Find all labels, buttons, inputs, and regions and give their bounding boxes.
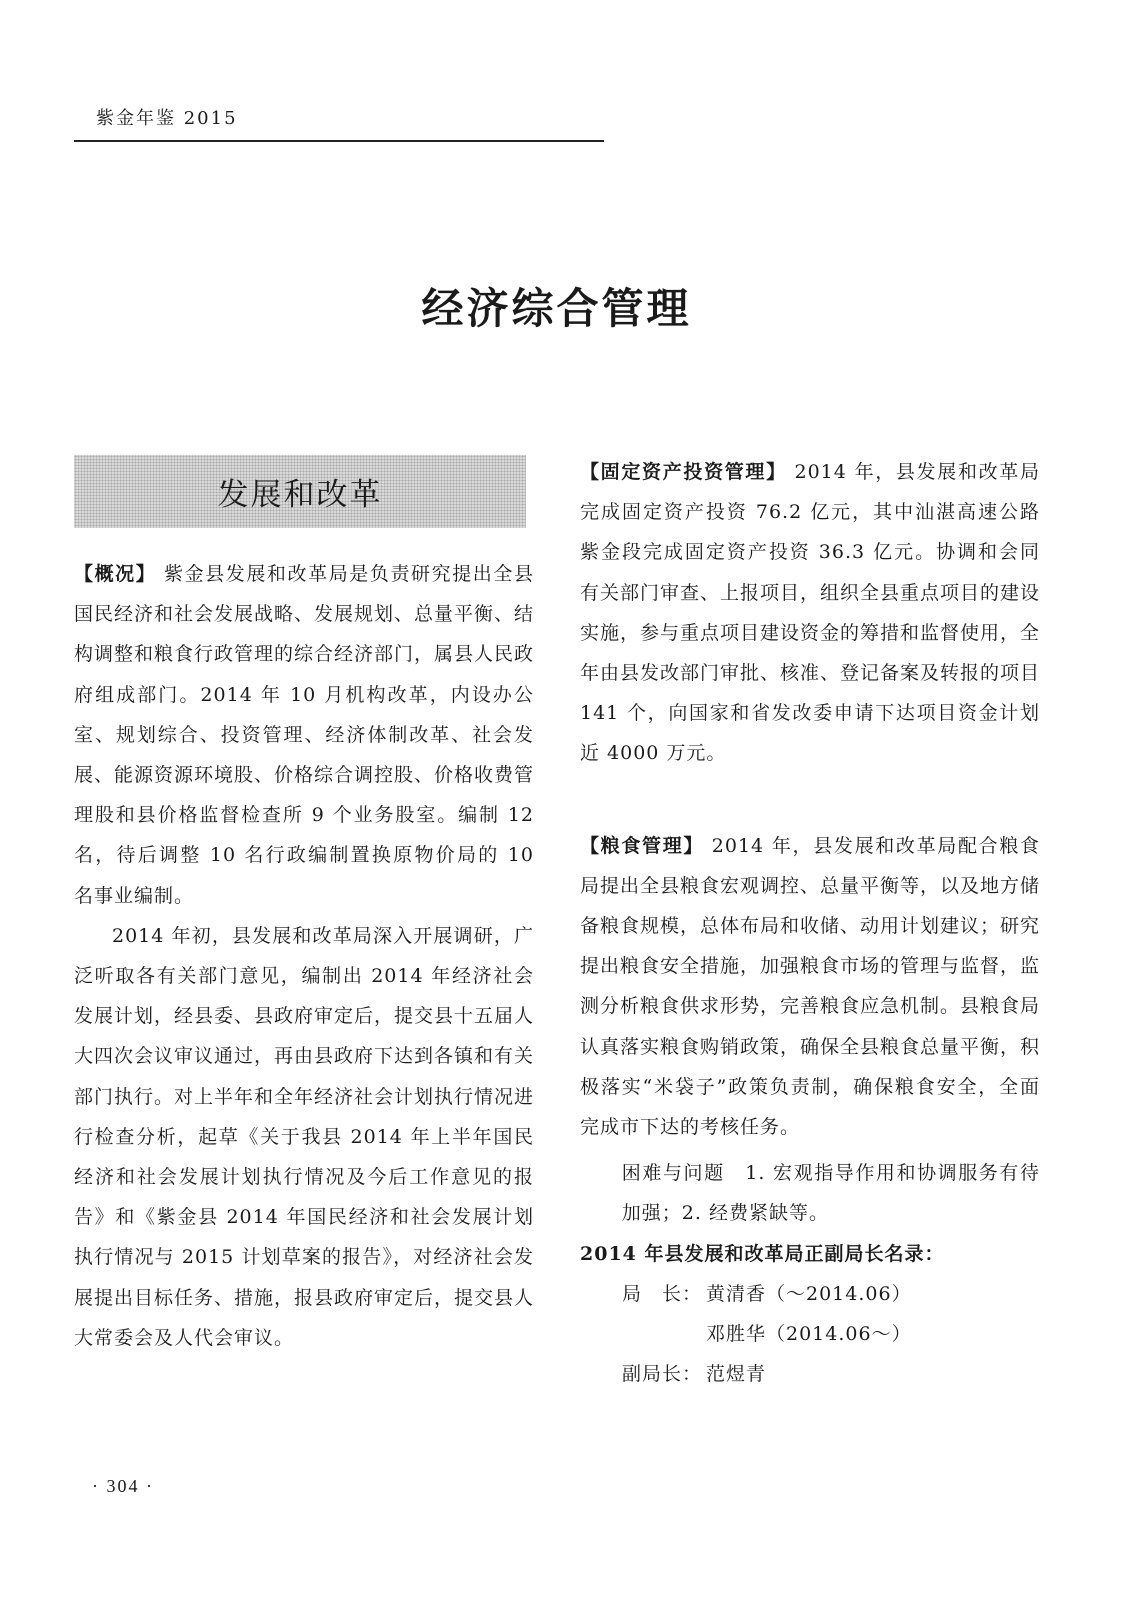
overview-paragraph <box>74 554 534 916</box>
roster-director-name-2: 邓胜华（2014.06～） <box>706 1323 912 1346</box>
right-column <box>580 452 1040 1394</box>
fixed-asset-lead: 【固定资产投资管理】 <box>580 461 787 483</box>
roster-director-name-1: 黄清香（～2014.06） <box>706 1282 912 1305</box>
spacer <box>580 774 1040 826</box>
roster-deputy-row <box>580 1354 1040 1394</box>
section-banner-label: 发展和改革 <box>217 477 383 513</box>
problems-paragraph: 困难与问题 1. 宏观指导作用和协调服务有待加强；2. 经费紧缺等。 <box>621 1162 1040 1225</box>
running-head: 紫金年鉴 2015 <box>96 108 238 129</box>
grain-lead: 【粮食管理】 <box>580 834 705 857</box>
header-rule <box>74 140 604 142</box>
page-number: · 304 · <box>92 1476 154 1496</box>
overview-lead: 【概况】 <box>74 563 157 585</box>
page-title: 经济综合管理 <box>421 284 692 333</box>
roster-deputy-role: 副局长： <box>622 1363 703 1386</box>
grain-text: 2014 年，县发展和改革局配合粮食局提出全县粮食宏观调控、总量平衡等，以及地方储备粮食规模，总体布局和收储、动用计划建议；研究提出粮食安全措施，加强粮食市场的管理与监督，监测分析粮食供求形势，完善粮食应急机制。县粮食局认真落实粮食购销政策，确保全县粮食总量平衡，积极落实“米袋子”政策负责制，确保粮食安全，全面完成市下达的考核任务。 <box>580 834 1041 1139</box>
section-banner <box>74 455 526 528</box>
grain-paragraph <box>580 826 1040 1148</box>
roster-director-row <box>580 1274 1040 1314</box>
planning-paragraph: 2014 年初，县发展和改革局深入开展调研，广泛听取各有关部门意见，编制出 2014 年经济社会发展计划，经县委、县政府审定后，提交县十五届人大四次会议审议通过，再由县政府下达到各镇和有关部门执行。对上半年和全年经济社会计划执行情况进行检查分析，起草《关于我县 2014 年上半年国民经济和社会发展计划执行情况及今后工作意见的报告》和《紫金县 2014 年国民经济和社会发展计划执行情况与 2015 计划草案的报告》，对经济社会发展提出目标任务、措施，报县政府审定后，提交县人大常委会及人代会审议。 <box>74 924 535 1349</box>
roster-title: 2014 年县发展和改革局正副局长名录： <box>580 1242 945 1265</box>
left-column <box>74 554 534 1358</box>
overview-text: 紫金县发展和改革局是负责研究提出全县国民经济和社会发展战略、发展规划、总量平衡、结构调整和粮食行政管理的综合经济部门，属县人民政府组成部门。2014 年 10 月机构改革，内设办公室、规划综合、投资管理、经济体制改革、社会发展、能源资源环境股、价格综合调控股、价格收费管理股和县价格监督检查所 9 个业务股室。编制 12 名，待后调整 10 名行政编制置换原物价局的 10 名事业编制。 <box>74 563 535 907</box>
roster-director-role: 局 长： <box>622 1282 703 1305</box>
fixed-asset-paragraph <box>580 452 1040 774</box>
roster-deputy-name: 范煜青 <box>706 1363 767 1386</box>
fixed-asset-text: 2014 年，县发展和改革局完成固定资产投资 76.2 亿元，其中汕湛高速公路紫金段完成固定资产投资 36.3 亿元。协调和会同有关部门审查、上报项目，组织全县重点项目的建设实施，参与重点项目建设资金的筹措和监督使用，全年由县发改部门审批、核准、登记备案及转报的项目 141 个，向国家和省发改委申请下达项目资金计划近 4000 万元。 <box>580 461 1041 765</box>
